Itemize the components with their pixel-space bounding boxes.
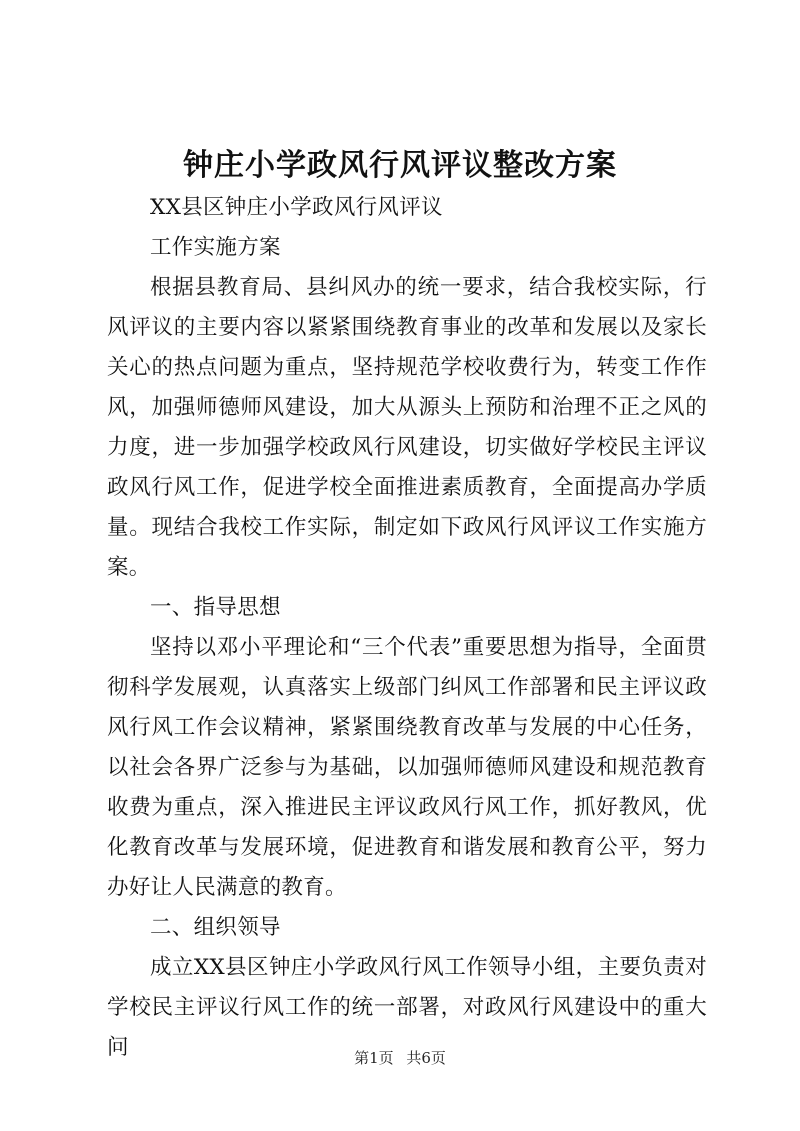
page-number-current: 第1页 xyxy=(354,1049,394,1067)
page-number-total: 共6页 xyxy=(406,1049,446,1067)
subtitle-line-1: XX县区钟庄小学政风行风评议 xyxy=(150,195,443,220)
page-footer xyxy=(0,1047,800,1068)
document-body xyxy=(107,188,707,1068)
section-heading-organization: 二、组织领导 xyxy=(150,915,281,940)
document-title: 钟庄小学政风行风评议整改方案 xyxy=(183,148,617,183)
guiding-ideology-paragraph: 坚持以邓小平理论和“三个代表”重要思想为指导，全面贯彻科学发展观，认真落实上级部门纠风工作部署和民主评议政风行风工作会议精神，紧紧围绕教育改革与发展的中心任务，以社会各界广泛参与为基础，以加强师德师风建设和规范教育收费为重点，深入推进民主评议政风行风工作，抓好教风，优化教育改革与发展环境，促进教育和谐发展和教育公平，努力办好让人民满意的教育。 xyxy=(107,635,707,900)
organization-paragraph: 成立XX县区钟庄小学政风行风工作领导小组，主要负责对学校民主评议行风工作的统一部署，对政风行风建设中的重大问 xyxy=(107,955,707,1060)
subtitle-line-2: 工作实施方案 xyxy=(150,235,281,260)
intro-paragraph: 根据县教育局、县纠风办的统一要求，结合我校实际，行风评议的主要内容以紧紧围绕教育事业的改革和发展以及家长关心的热点问题为重点，坚持规范学校收费行为，转变工作作风，加强师德师风建设，加大从源头上预防和治理不正之风的力度，进一步加强学校政风行风建设，切实做好学校民主评议政风行风工作，促进学校全面推进素质教育，全面提高办学质量。现结合我校工作实际，制定如下政风行风评议工作实施方案。 xyxy=(107,275,707,580)
section-heading-guiding-ideology: 一、指导思想 xyxy=(150,595,281,620)
